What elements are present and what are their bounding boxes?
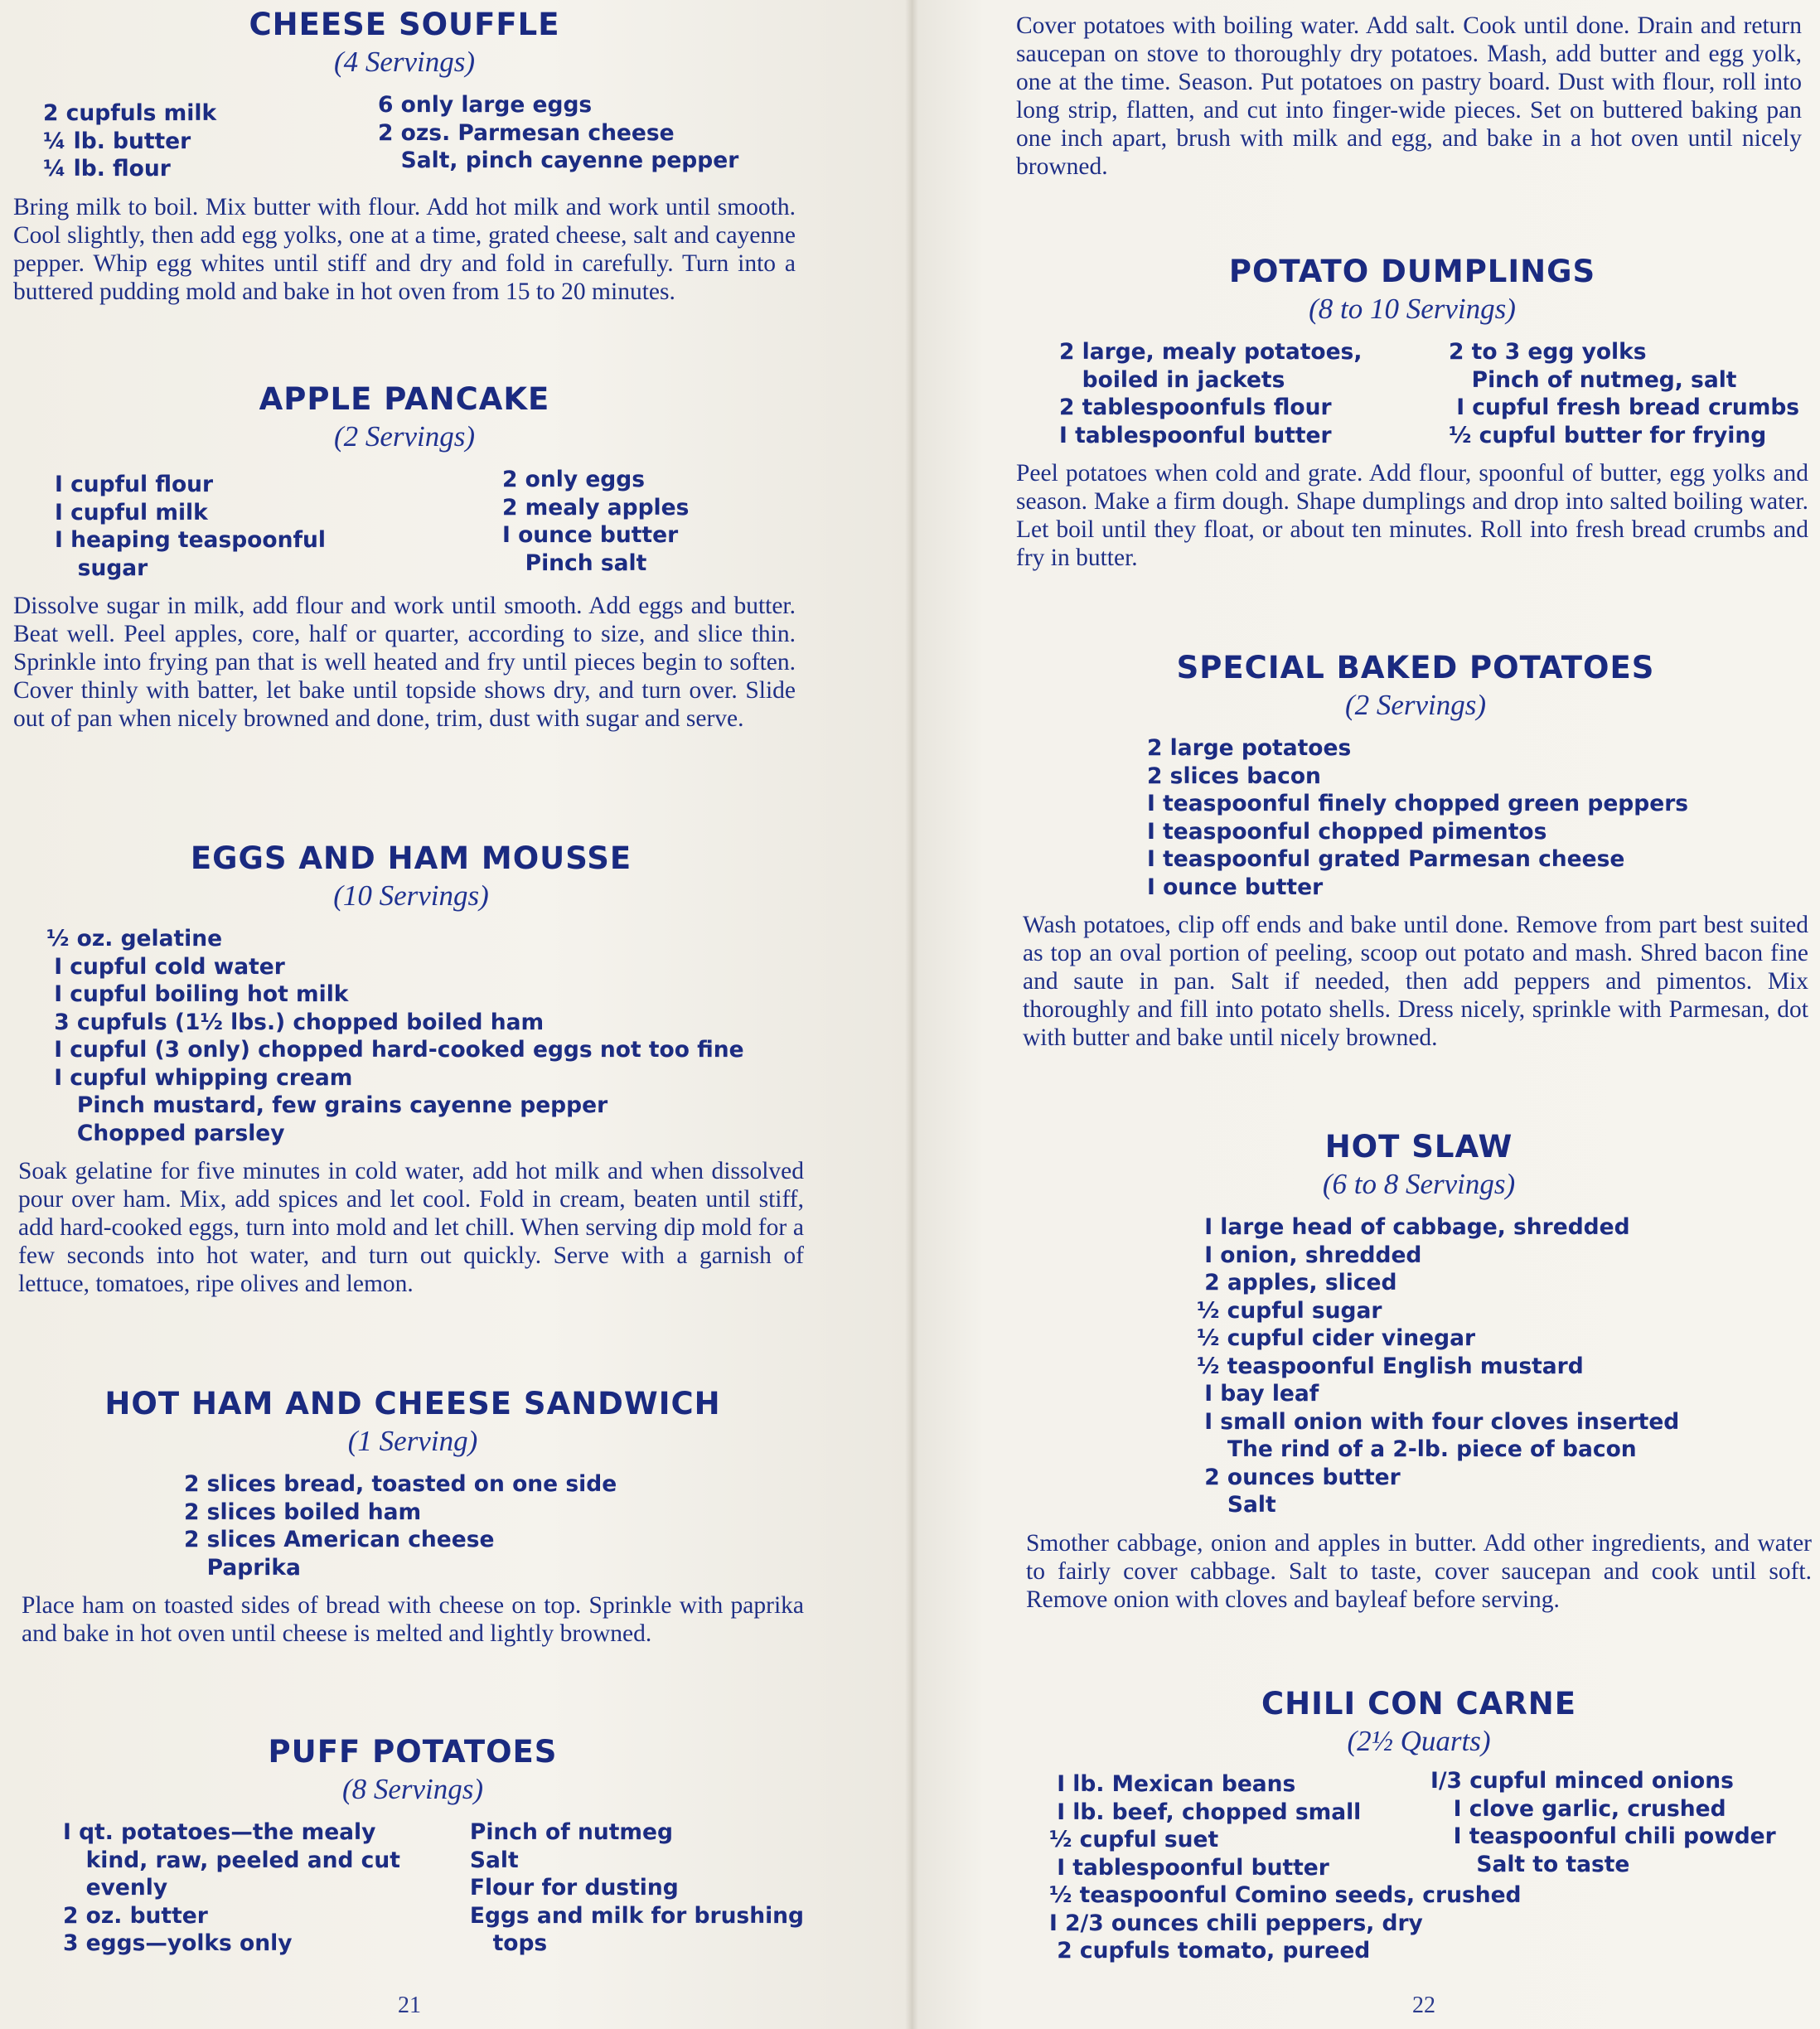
ingredients-col-1 [1049, 1770, 1430, 1881]
ingredient-columns [1026, 1770, 1812, 1881]
ingredient-line: I teaspoonful chopped pimentos [1147, 818, 1547, 845]
recipe-cheese-souffle [13, 7, 796, 306]
recipe-chili-con-carne [1026, 1686, 1812, 1965]
recipe-servings: (2½ Quarts) [1347, 1725, 1491, 1757]
ingredient-line: 2 oz. butter [63, 1902, 208, 1929]
ingredient-line: The rind of a 2-lb. piece of bacon [1197, 1436, 1637, 1462]
ingredient-line: evenly [63, 1875, 168, 1901]
recipe-hot-slaw [1026, 1129, 1812, 1614]
ingredient-line: tops [469, 1930, 548, 1956]
recipe-special-baked-potatoes [1023, 650, 1808, 1052]
book-gutter [905, 0, 918, 2029]
recipe-directions: Smother cabbage, onion and apples in butter. Add other ingredients, and water to fairly cover cabbage. Salt to taste, cover saucepan and cook until soft. Remove onion with cloves and bayleaf before serving. [1026, 1529, 1812, 1613]
ingredient-line: I cupful flour [55, 472, 214, 497]
ingredient-line: Salt, pinch cayenne pepper [378, 148, 739, 173]
ingredient-line: 2 cupfuls milk [43, 100, 217, 126]
recipe-servings: (2 Servings) [333, 420, 476, 453]
ingredients-list-tail [1026, 1881, 1812, 1965]
recipe-directions: Bring milk to boil. Mix butter with flour. Add hot milk and work until smooth. Cool slightly, then add egg yolks, one at a time, grated cheese, salt and cayenne pepper. Whip egg whites until stiff and dry and fold in carefully. Turn into a buttered pudding mold and bake in hot oven from 15 to 20 minutes. [13, 193, 796, 305]
ingredient-line: I lb. beef, chopped small [1049, 1799, 1362, 1825]
ingredient-line: I cupful fresh bread crumbs [1449, 395, 1800, 420]
recipe-hot-ham-cheese-sandwich [22, 1386, 804, 1648]
recipe-potato-dumplings [1016, 254, 1808, 572]
ingredients-col-2 [378, 91, 738, 183]
ingredient-line: ½ oz. gelatine [46, 926, 223, 952]
ingredient-line: ½ cupful suet [1049, 1827, 1219, 1852]
recipe-directions: Wash potatoes, clip off ends and bake until done. Remove from part best suited as top an oval portion of peeling, scoop out potato and mash. Shred bacon fine and saute in pan. Salt if needed, then add peppers and pimentos. Mix thoroughly and fill into potato shells. Dress nicely, sprinkle with Parmesan, dot with butter and bake until nicely browned. [1023, 912, 1808, 1051]
ingredients-col-1 [63, 1818, 470, 1958]
recipe-apple-pancake [13, 381, 796, 733]
ingredient-line: Salt [1197, 1492, 1276, 1518]
ingredient-line: I tablespoonful butter [1059, 422, 1332, 448]
recipe-title: EGGS AND HAM MOUSSE [190, 840, 632, 876]
ingredient-line: Pinch of nutmeg, salt [1449, 366, 1737, 393]
ingredient-line: ½ cupful butter for frying [1449, 422, 1767, 448]
recipe-servings: (10 Servings) [333, 879, 489, 912]
ingredient-line: 2 slices bread, toasted on one side [184, 1471, 617, 1497]
ingredient-line: ½ cupful cider vinegar [1197, 1325, 1476, 1351]
recipe-directions: Peel potatoes when cold and grate. Add flour, spoonful of butter, egg yolks and season. Make a firm dough. Shape dumplings and drop into salted boiling water. Let boil until they float, or about ten minutes. Roll into fresh bread crumbs and fry in butter. [1016, 460, 1808, 571]
ingredient-line: I tablespoonful butter [1049, 1854, 1329, 1881]
ingredient-line: I bay leaf [1197, 1381, 1319, 1407]
ingredient-line: I small onion with four cloves inserted [1197, 1408, 1680, 1435]
ingredient-line: boiled in jackets [1059, 366, 1285, 393]
ingredient-line: 2 only eggs [502, 467, 646, 492]
ingredient-line: Eggs and milk for brushing [469, 1902, 804, 1929]
ingredient-line: sugar [55, 554, 148, 581]
ingredient-columns [13, 91, 796, 183]
recipe-servings: (8 to 10 Servings) [1309, 293, 1516, 325]
ingredient-line: kind, raw, peeled and cut [63, 1847, 400, 1873]
ingredient-line: Salt [469, 1847, 519, 1873]
recipe-directions: Soak gelatine for five minutes in cold water, add hot milk and when dissolved pour over ham. Mix, add spices and let cool. Fold in cream, beaten until stiff, add hard-cooked eggs, turn into mold and let chill. When serving dip mold for a few seconds into hot water, and turn out quickly. Serve with a garnish of lettuce, tomatoes, ripe olives and lemon. [18, 1158, 804, 1297]
ingredient-line: 6 only large eggs [378, 92, 593, 118]
ingredient-columns [13, 466, 796, 582]
ingredient-columns [22, 1818, 804, 1958]
ingredient-line: I cupful boiling hot milk [46, 981, 349, 1007]
ingredient-line: ½ teaspoonful Comino seeds, crushed [1049, 1882, 1522, 1908]
page-number-left: 21 [398, 1993, 421, 2018]
ingredient-line: 2 slices bacon [1147, 763, 1321, 789]
ingredient-columns [1016, 338, 1808, 449]
ingredient-line: I qt. potatoes—the mealy [63, 1819, 376, 1845]
ingredient-line: 2 apples, sliced [1197, 1270, 1397, 1295]
ingredients-list [1023, 734, 1808, 901]
ingredient-line: ½ teaspoonful English mustard [1197, 1353, 1584, 1379]
ingredient-line: I lb. Mexican beans [1049, 1771, 1296, 1797]
ingredient-line: 2 ounces butter [1197, 1464, 1401, 1490]
ingredients-list [1026, 1213, 1812, 1519]
recipe-servings: (2 Servings) [1344, 689, 1487, 721]
ingredient-line: I cupful cold water [46, 953, 285, 980]
puff-potatoes-directions [1016, 12, 1802, 181]
ingredients-col-1 [1059, 338, 1449, 449]
ingredient-line: 2 tablespoonfuls flour [1059, 395, 1332, 420]
ingredient-line: I 2/3 ounces chili peppers, dry [1049, 1910, 1423, 1936]
ingredient-line: ¼ lb. flour [43, 156, 171, 182]
recipe-directions: Dissolve sugar in milk, add flour and work until smooth. Add eggs and butter. Beat well. Peel apples, core, half or quarter, according to size, and slice thin. Sprinkle into frying pan that is well heated and fry until pieces begin to soften. Cover thinly with batter, let bake until topside shows dry, and turn over. Slide out of pan when nicely browned and done, trim, dust with sugar and serve. [13, 593, 796, 732]
recipe-servings: (4 Servings) [333, 46, 476, 78]
ingredients-col-2 [1430, 1767, 1776, 1881]
ingredient-line: I ounce butter [1147, 874, 1324, 900]
recipe-directions: Cover potatoes with boiling water. Add salt. Cook until done. Drain and return saucepan on stove to thoroughly dry potatoes. Mash, add butter and egg yolk, one at the time. Season. Put potatoes on pastry board. Dust with flour, roll into long strip, flatten, and cut into finger-wide pieces. Set on buttered baking pan one inch apart, brush with milk and egg, and bake in a hot oven until nicely browned. [1016, 12, 1802, 180]
recipe-directions: Place ham on toasted sides of bread with cheese on top. Sprinkle with paprika and bake in hot oven until cheese is melted and lightly browned. [22, 1592, 804, 1647]
ingredient-line: I heaping teaspoonful [55, 527, 326, 553]
ingredients-list [22, 1470, 804, 1581]
ingredient-line: Salt to taste [1430, 1851, 1630, 1877]
recipe-servings: (1 Serving) [347, 1425, 478, 1457]
ingredients-col-2 [470, 1818, 804, 1958]
recipe-title: SPECIAL BAKED POTATOES [1176, 650, 1655, 685]
ingredient-line: I cupful whipping cream [46, 1064, 353, 1091]
recipe-title: PUFF POTATOES [268, 1734, 558, 1770]
ingredients-col-1 [43, 91, 378, 183]
recipe-title: CHEESE SOUFFLE [249, 7, 560, 42]
ingredient-line: Paprika [184, 1554, 301, 1581]
ingredient-line: I ounce butter [502, 522, 679, 548]
ingredient-line: ½ cupful sugar [1197, 1297, 1382, 1324]
ingredient-line: 3 cupfuls (1½ lbs.) chopped boiled ham [46, 1009, 545, 1035]
ingredient-line: I teaspoonful grated Parmesan cheese [1147, 846, 1625, 872]
recipe-servings: (8 Servings) [341, 1773, 484, 1805]
ingredient-line: Chopped parsley [46, 1120, 285, 1146]
recipe-eggs-ham-mousse [18, 840, 804, 1298]
recipe-title: HOT SLAW [1324, 1129, 1513, 1165]
ingredient-line: I clove garlic, crushed [1430, 1795, 1726, 1822]
page-number-right: 22 [1412, 1993, 1435, 2018]
ingredients-col-2 [1449, 338, 1799, 449]
ingredient-line: 2 large, mealy potatoes, [1059, 339, 1363, 365]
ingredient-line: I cupful (3 only) chopped hard-cooked eggs not too fine [46, 1037, 744, 1063]
ingredient-line: Pinch salt [502, 550, 647, 576]
ingredient-line: Pinch of nutmeg [469, 1819, 673, 1845]
recipe-title: APPLE PANCAKE [259, 381, 550, 417]
ingredient-line: 2 to 3 egg yolks [1449, 339, 1647, 365]
ingredient-line: I teaspoonful chili powder [1430, 1823, 1776, 1849]
ingredient-line: 3 eggs—yolks only [63, 1930, 293, 1956]
ingredients-list [18, 925, 804, 1147]
ingredients-col-2 [502, 466, 689, 582]
ingredient-line: 2 large potatoes [1147, 735, 1352, 761]
recipe-servings: (6 to 8 Servings) [1322, 1168, 1516, 1200]
ingredient-line: I teaspoonful finely chopped green peppers [1147, 791, 1689, 816]
ingredient-line: I/3 cupful minced onions [1430, 1768, 1734, 1794]
ingredient-line: ¼ lb. butter [43, 128, 191, 154]
ingredient-line: I onion, shredded [1197, 1242, 1422, 1268]
ingredient-line: I large head of cabbage, shredded [1197, 1214, 1630, 1240]
ingredient-line: 2 slices boiled ham [184, 1499, 422, 1525]
recipe-title: CHILI CON CARNE [1261, 1686, 1577, 1722]
ingredient-line: 2 cupfuls tomato, pureed [1049, 1938, 1371, 1964]
recipe-title: HOT HAM AND CHEESE SANDWICH [104, 1386, 721, 1421]
ingredient-line: 2 mealy apples [502, 494, 690, 521]
ingredient-line: 2 slices American cheese [184, 1527, 495, 1552]
ingredient-line: I cupful milk [55, 499, 208, 525]
recipe-puff-potatoes [22, 1734, 804, 1958]
recipe-title: POTATO DUMPLINGS [1228, 254, 1596, 289]
ingredient-line: Flour for dusting [469, 1875, 679, 1901]
ingredient-line: Pinch mustard, few grains cayenne pepper [46, 1092, 608, 1118]
ingredient-line: 2 ozs. Parmesan cheese [378, 119, 675, 146]
ingredients-col-1 [55, 466, 502, 582]
